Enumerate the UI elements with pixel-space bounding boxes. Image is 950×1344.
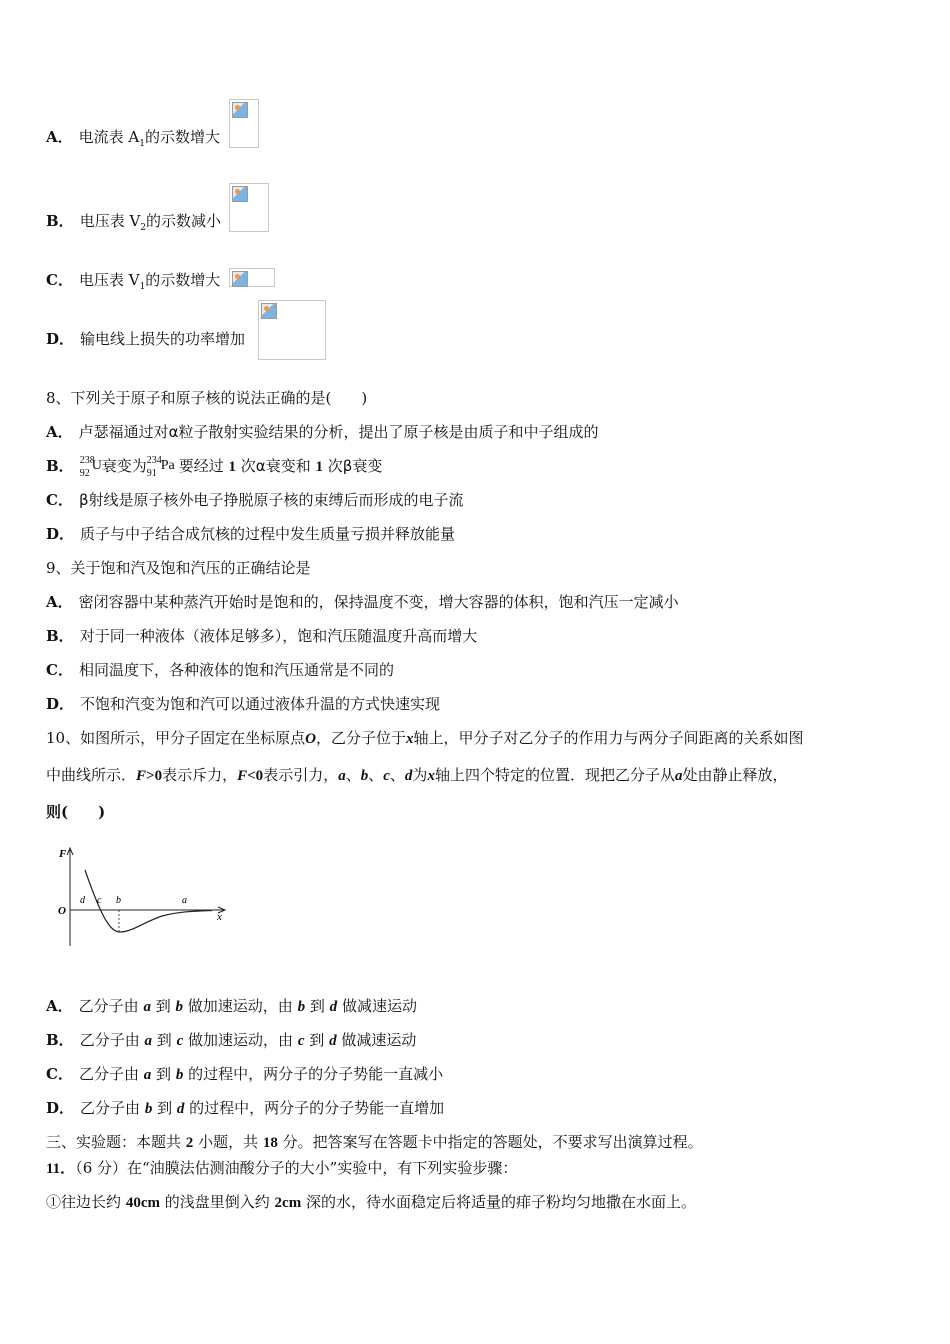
- q10-stem-line2: 中曲线所示．F>0表示斥力，F<0表示引力，a、b、c、d为x轴上四个特定的位置．现把乙分子从a处由静止释放，: [46, 766, 788, 784]
- q10-option-b: B． 乙分子由 a 到 c 做加速运动，由 c 到 d 做减速运动: [46, 1031, 417, 1049]
- section-3-heading: 三、实验题：本题共 2 小题，共 18 分。把答案写在答题卡中指定的答题处，不要求写出演算过程。: [46, 1133, 703, 1151]
- option-label: A．: [46, 128, 73, 146]
- q10-option-c: C． 乙分子由 a 到 b 的过程中，两分子的分子势能一直减小: [46, 1065, 444, 1083]
- force-curve: [85, 870, 212, 932]
- q8-option-a: A． 卢瑟福通过对α粒子散射实验结果的分析，提出了原子核是由质子和中子组成的: [46, 423, 599, 441]
- q8-option-c: C． β射线是原子核外电子挣脱原子核的束缚后而形成的电子流: [46, 491, 464, 509]
- q7-option-b: B． 电压表 $V_2$的示数减小: [46, 212, 222, 233]
- origin-label: O: [58, 905, 66, 917]
- q8-option-d: D． 质子与中子结合成氘核的过程中发生质量亏损并释放能量: [46, 525, 456, 543]
- q8-option-b: B． 238 92 U 衰变为 234 91 Pa 要经过 1 次α衰变和 1 次β衰变: [46, 455, 383, 479]
- broken-image-icon: [229, 268, 275, 287]
- q9-option-a: A． 密闭容器中某种蒸汽开始时是饱和的，保持温度不变，增大容器的体积，饱和汽压一定减小: [46, 593, 679, 611]
- f-axis-label: F: [59, 848, 67, 860]
- q9-option-c: C． 相同温度下，各种液体的饱和汽压通常是不同的: [46, 661, 394, 679]
- q7-option-d: D． 输电线上损失的功率增加: [46, 330, 246, 348]
- q9-option-b: B． 对于同一种液体（液体足够多），饱和汽压随温度升高而增大: [46, 627, 478, 645]
- x-axis-label: x: [217, 911, 222, 923]
- q10-option-a: A． 乙分子由 a 到 b 做加速运动，由 b 到 d 做减速运动: [46, 997, 417, 1015]
- q7-option-c: C． 电压表 $V_1$的示数增大: [46, 271, 221, 292]
- q10-stem-line1: 10、如图所示，甲分子固定在坐标原点O，乙分子位于x轴上，甲分子对乙分子的作用力与两分子间距离的关系如图: [46, 729, 804, 747]
- q9-stem: 9、关于饱和汽及饱和汽压的正确结论是: [46, 559, 311, 577]
- q9-option-d: D． 不饱和汽变为饱和汽可以通过液体升温的方式快速实现: [46, 695, 441, 713]
- uranium-nuclide: 238 92 U: [79, 455, 102, 479]
- broken-image-icon: [229, 99, 259, 148]
- protactinium-nuclide: 234 91 Pa: [146, 455, 175, 479]
- q10-option-d: D． 乙分子由 b 到 d 的过程中，两分子的分子势能一直增加: [46, 1099, 445, 1117]
- q11-stem: 11．（6 分）在“油膜法估测油酸分子的大小”实验中，有下列实验步骤：: [46, 1159, 518, 1177]
- q11-step-1: ①往边长约 40cm 的浅盘里倒入约 2cm 深的水，待水面稳定后将适量的痱子粉均匀地撒在水面上。: [46, 1193, 696, 1211]
- q7-option-a: A． 电流表 $A_1$的示数增大: [46, 128, 220, 149]
- point-a-label: a: [182, 895, 187, 906]
- broken-image-icon: [258, 300, 326, 360]
- q10-stem-line3: 则( ): [46, 803, 106, 821]
- broken-image-icon: [229, 183, 269, 232]
- point-b-label: b: [116, 895, 121, 906]
- point-c-label: c: [97, 895, 102, 906]
- point-d-label: d: [80, 895, 85, 906]
- force-distance-graph: [52, 842, 232, 952]
- q8-stem: 8、下列关于原子和原子核的说法正确的是( ): [46, 389, 368, 407]
